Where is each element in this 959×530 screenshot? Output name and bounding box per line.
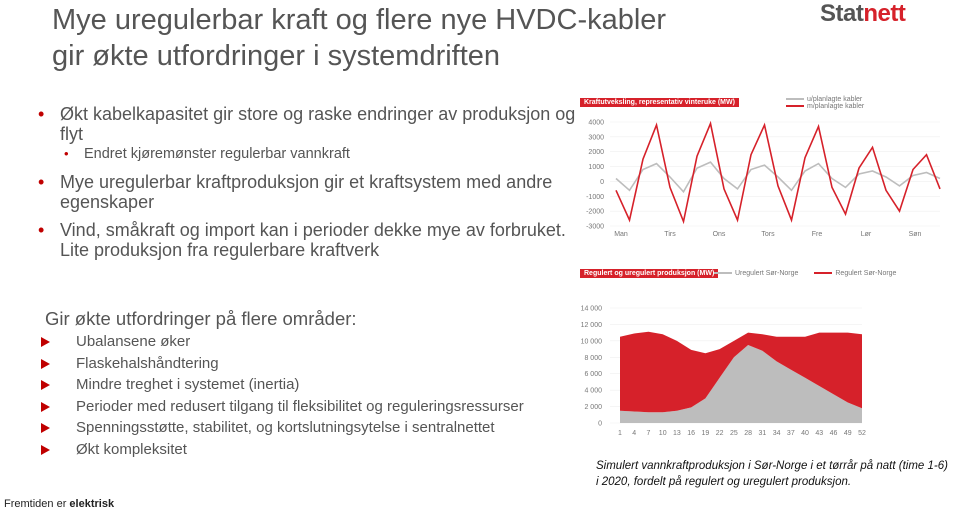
x-tick-label: Man bbox=[614, 231, 628, 238]
legend-label: u/planlagte kabler bbox=[807, 96, 863, 103]
slide-title bbox=[52, 2, 772, 74]
bullet-item: • Vind, småkraft og import kan i perioder dekke mye av forbruket. Lite produksjon fra regulerbare kraftverk bbox=[38, 220, 578, 260]
x-tick-label: 52 bbox=[858, 430, 866, 437]
y-tick-label: -1000 bbox=[586, 193, 604, 201]
x-tick-label: Tors bbox=[761, 231, 775, 238]
x-tick-label: Tirs bbox=[664, 231, 676, 238]
challenges-list bbox=[38, 334, 578, 463]
sub-bullet-item: • Endret kjøremønster regulerbar vannkraft bbox=[38, 146, 578, 162]
challenge-item: Flaskehalshåndtering bbox=[38, 356, 578, 372]
production-chart-svg bbox=[580, 266, 950, 446]
x-tick-label: 10 bbox=[658, 430, 667, 437]
challenge-item: Økt kompleksitet bbox=[38, 442, 578, 458]
bullet-item: • Mye uregulerbar kraftproduksjon gir et kraftsystem med andre egenskaper bbox=[38, 172, 578, 212]
y-tick-label: 2 000 bbox=[584, 404, 602, 412]
x-tick-label: 34 bbox=[772, 430, 781, 437]
footer-bold: elektrisk bbox=[69, 498, 115, 510]
y-tick-label: -2000 bbox=[586, 208, 604, 216]
x-tick-label: Søn bbox=[908, 231, 922, 238]
y-tick-label: 6 000 bbox=[584, 371, 602, 379]
x-tick-label: 37 bbox=[786, 430, 795, 437]
challenge-item: Spenningsstøtte, stabilitet, og kortslutningsytelse i sentralnettet bbox=[38, 420, 578, 436]
y-tick-label: 2000 bbox=[588, 149, 604, 157]
x-tick-label: 43 bbox=[815, 430, 824, 437]
y-tick-label: 12 000 bbox=[580, 321, 602, 329]
y-tick-label: 1000 bbox=[588, 164, 604, 172]
footer-text bbox=[4, 498, 114, 510]
x-tick-label: Lør bbox=[860, 231, 872, 238]
slide-title-line2: gir økte utfordringer i systemdriften bbox=[52, 40, 501, 72]
y-tick-label: 14 000 bbox=[580, 305, 602, 313]
challenge-item: Perioder med redusert tilgang til fleksibilitet og reguleringsressurser bbox=[38, 399, 578, 415]
challenges-heading: Gir økte utfordringer på flere områder: bbox=[45, 308, 357, 329]
x-tick-label: Ons bbox=[712, 231, 726, 238]
x-tick-label: 46 bbox=[829, 430, 838, 437]
bullet-item: • Økt kabelkapasitet gir store og raske endringer av produksjon og flyt bbox=[38, 104, 578, 144]
x-tick-label: 22 bbox=[715, 430, 724, 437]
statnett-logo bbox=[820, 0, 905, 28]
footer-prefix: Fremtiden er bbox=[4, 498, 70, 510]
exchange-chart bbox=[580, 96, 950, 246]
logo-part-b: nett bbox=[863, 0, 906, 27]
exchange-chart-svg bbox=[580, 96, 950, 246]
y-tick-label: 4 000 bbox=[584, 387, 602, 395]
challenge-item: Mindre treghet i systemet (inertia) bbox=[38, 377, 578, 393]
x-tick-label: 13 bbox=[673, 430, 681, 437]
challenge-item: Ubalansene øker bbox=[38, 334, 578, 350]
x-tick-label: Fre bbox=[811, 231, 823, 238]
x-tick-label: 40 bbox=[801, 430, 809, 437]
x-tick-label: 16 bbox=[687, 430, 696, 437]
x-tick-label: 1 bbox=[618, 430, 622, 437]
chart-title: Regulert og uregulert produksjon (MW) bbox=[580, 269, 718, 278]
x-tick-label: 49 bbox=[843, 430, 852, 437]
x-tick-label: 31 bbox=[758, 430, 767, 437]
x-tick-label: 7 bbox=[646, 430, 651, 437]
production-chart bbox=[580, 266, 950, 446]
y-tick-label: 3000 bbox=[588, 134, 604, 142]
legend-label: Regulert Sør-Norge bbox=[835, 270, 897, 277]
y-tick-label: 8 000 bbox=[584, 354, 602, 362]
chart-caption: Simulert vannkraftproduksjon i Sør-Norge i et tørrår på natt (time 1-6) i 2020, fordelt på regulert og uregulert produksjon. bbox=[596, 460, 948, 488]
x-tick-label: 25 bbox=[729, 430, 738, 437]
legend-label: Uregulert Sør-Norge bbox=[735, 270, 799, 277]
y-tick-label: 4000 bbox=[588, 119, 604, 127]
legend-label: m/planlagte kabler bbox=[807, 103, 865, 110]
logo-part-a: Stat bbox=[820, 0, 864, 27]
x-tick-label: 28 bbox=[744, 430, 753, 437]
main-bullet-list bbox=[38, 104, 578, 268]
y-tick-label: 0 bbox=[600, 178, 604, 186]
x-tick-label: 19 bbox=[701, 430, 710, 437]
y-tick-label: 0 bbox=[598, 420, 602, 428]
slide-title-line1: Mye uregulerbar kraft og flere nye HVDC-kabler bbox=[52, 4, 667, 36]
y-tick-label: -3000 bbox=[586, 223, 604, 231]
x-tick-label: 4 bbox=[632, 430, 637, 437]
y-tick-label: 10 000 bbox=[580, 338, 602, 346]
chart-title: Kraftutveksling, representativ vinteruke (MW) bbox=[580, 98, 739, 107]
